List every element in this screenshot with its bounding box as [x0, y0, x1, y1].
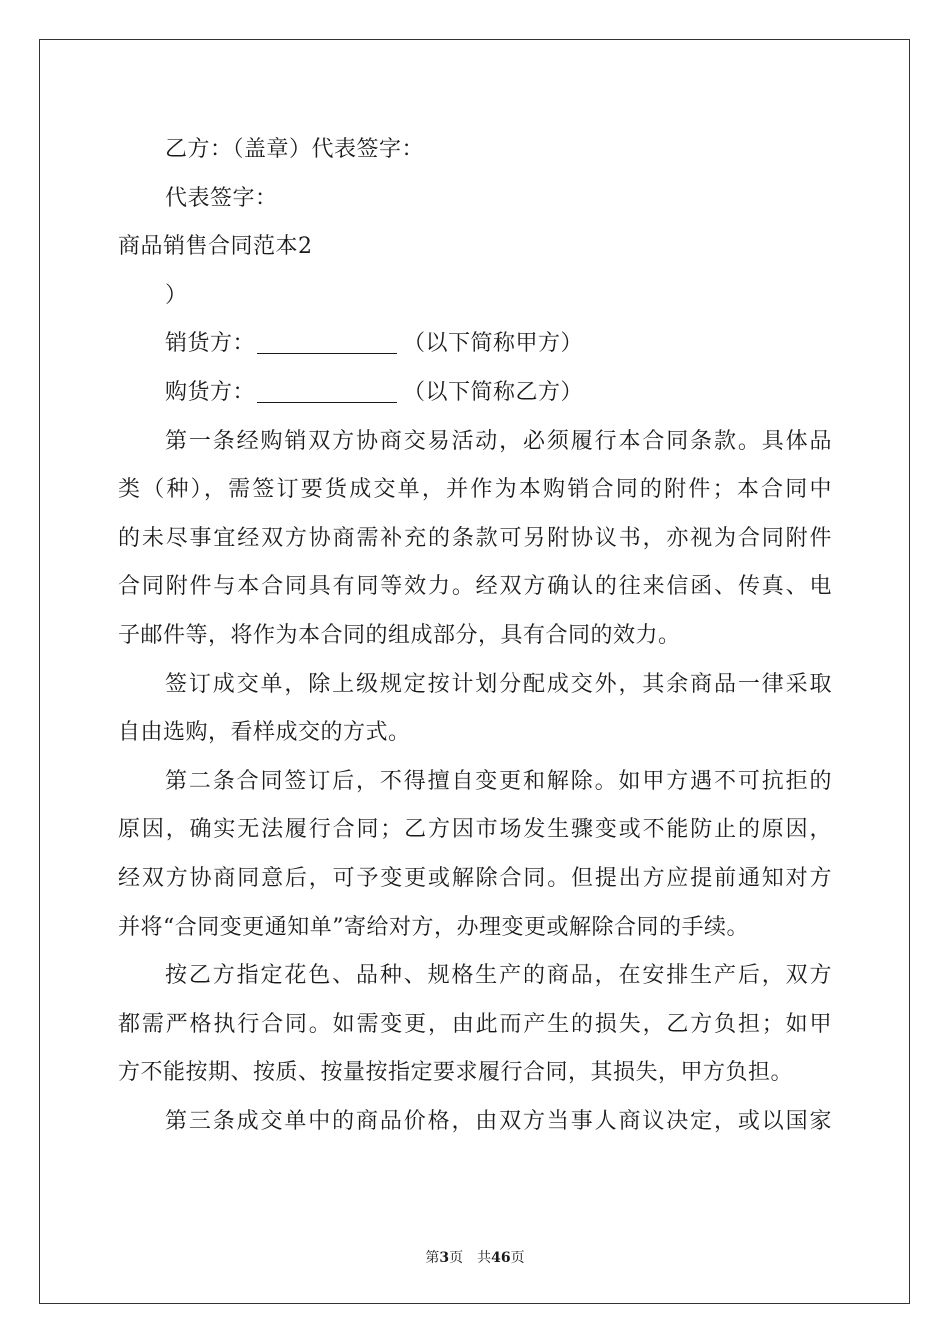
paragraph-line: 的未尽事宜经双方协商需补充的条款可另附协议书，亦视为合同附件 — [118, 525, 832, 551]
footer-total-prefix: 共 — [477, 1250, 492, 1266]
seller-blank — [257, 331, 397, 354]
paragraph-line: 都需严格执行合同。如需变更，由此而产生的损失，乙方负担；如甲 — [118, 1011, 832, 1037]
current-page-number: 3 — [439, 1250, 450, 1266]
representative-signature-line: 代表签字： — [165, 185, 278, 211]
paragraph-line: 合同附件与本合同具有同等效力。经双方确认的往来信函、传真、电 — [118, 574, 832, 600]
buyer-label: 购货方： — [165, 379, 256, 405]
section-title: 商品销售合同范本2 — [118, 234, 313, 260]
paragraph-line: 经双方协商同意后，可予变更或解除合同。但提出方应提前通知对方 — [118, 865, 832, 891]
paragraph-line: 第二条合同签订后，不得擅自变更和解除。如甲方遇不可抗拒的 — [165, 768, 832, 794]
seller-label: 销货方： — [165, 331, 256, 357]
seller-note: （以下简称甲方） — [403, 331, 584, 357]
page-footer — [0, 1247, 950, 1267]
bracket-line: ） — [165, 282, 188, 308]
paragraph-line: 原因，确实无法履行合同；乙方因市场发生骤变或不能防止的原因， — [118, 817, 832, 843]
buyer-line — [118, 369, 832, 418]
paragraph-line: 第三条成交单中的商品价格，由双方当事人商议决定，或以国家 — [165, 1108, 832, 1134]
paragraph-line: 类（种），需签订要货成交单，并作为本购销合同的附件；本合同中 — [118, 477, 832, 503]
paragraph-line: 子邮件等，将作为本合同的组成部分，具有合同的效力。 — [118, 622, 681, 648]
paragraph-line: 签订成交单，除上级规定按计划分配成交外，其余商品一律采取 — [165, 671, 832, 697]
footer-prefix: 第 — [425, 1250, 440, 1266]
total-pages-number: 46 — [491, 1250, 511, 1266]
paragraph-line: 并将“合同变更通知单”寄给对方，办理变更或解除合同的手续。 — [118, 914, 749, 940]
buyer-blank — [257, 380, 397, 403]
paragraph-line: 第一条经购销双方协商交易活动，必须履行本合同条款。具体品 — [165, 428, 832, 454]
seller-line — [118, 320, 832, 369]
signature-line-party-b: 乙方：（盖章）代表签字： — [165, 137, 425, 162]
document-body — [118, 126, 832, 1146]
footer-total-unit: 页 — [510, 1250, 525, 1266]
paragraph-line: 按乙方指定花色、品种、规格生产的商品，在安排生产后，双方 — [165, 963, 832, 989]
footer-page-unit: 页 — [449, 1250, 464, 1266]
paragraph-line: 自由选购，看样成交的方式。 — [118, 720, 411, 746]
paragraph-line: 方不能按期、按质、按量按指定要求履行合同，其损失，甲方负担。 — [118, 1060, 794, 1086]
buyer-note: （以下简称乙方） — [403, 379, 584, 405]
